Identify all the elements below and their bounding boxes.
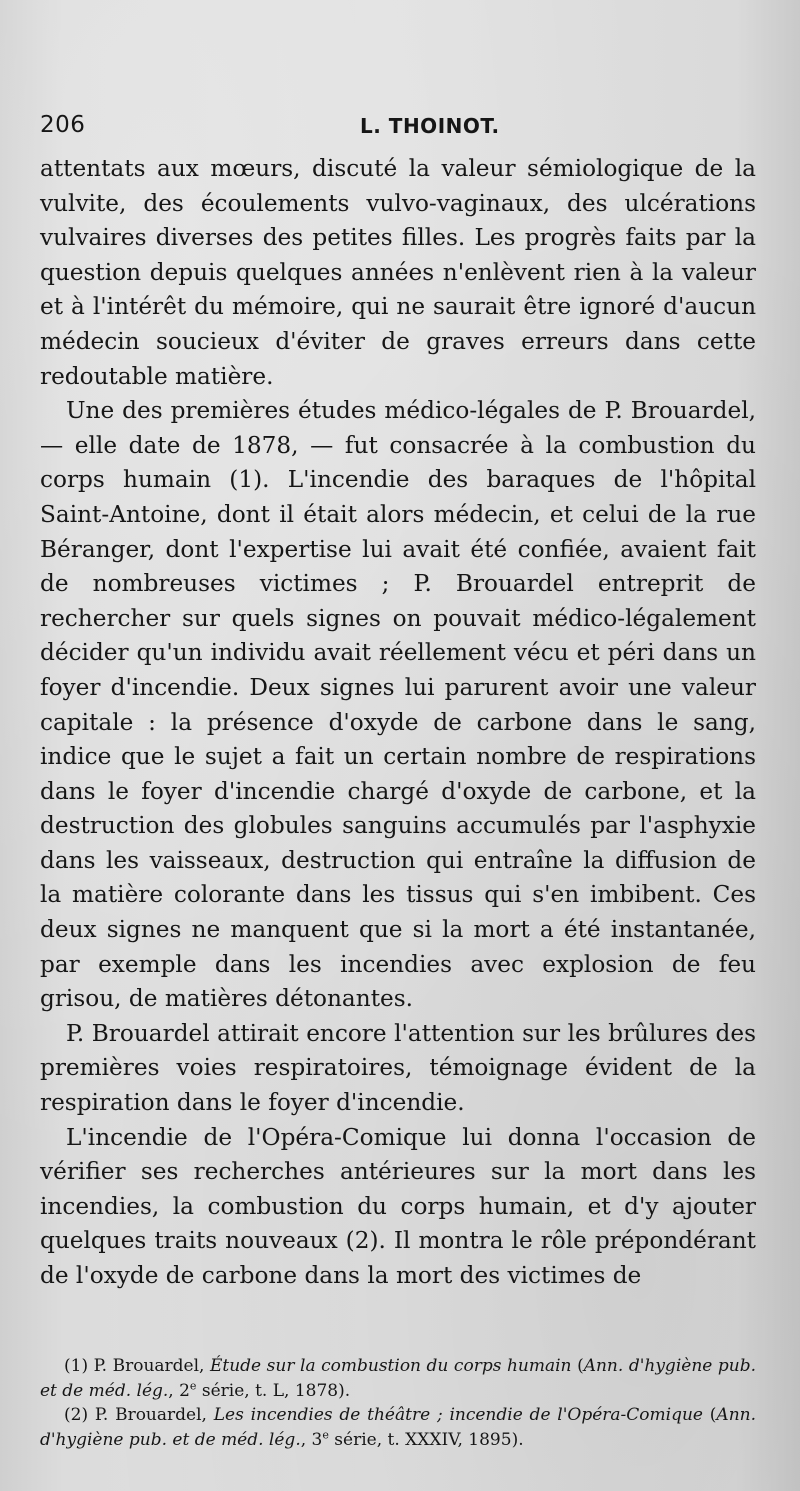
footnote-paren: ( — [709, 1405, 717, 1425]
footnote-rest: série, t. L, 1878). — [196, 1380, 351, 1401]
paragraph: attentats aux mœurs, discuté la valeur sémiologique de la vulvite, des écoulements vulvo-vaginaux, des ulcérations vulvaires diverses des petites filles. Les progrès faits par la question depuis quelques années n'enlèvent rien à la valeur et à l'intérêt du mémoire, qui ne saurait être ignoré d'aucun médecin soucieux d'éviter de graves erreurs dans cette redoutable matière. — [40, 155, 756, 390]
footnote-paren: ( — [577, 1356, 584, 1376]
paragraph: Une des premières études médico-légales de P. Brouardel, — elle date de 1878, — fut consacrée à la combustion du corps humain (1). L'incendie des baraques de l'hôpital Saint-Antoine, dont il était alors médecin, et celui de la rue Béranger, dont l'expertise lui avait été confiée, avaient fait de nombreuses victimes ; P. Brouardel entreprit de rechercher sur quels signes on pouvait médico-légalement décider qu'un individu avait réellement vécu et péri dans un foyer d'incendie. Deux signes lui parurent avoir une valeur capitale : la présence d'oxyde de carbone dans le sang, indice que le sujet a fait un certain nombre de respirations dans le foyer d'incendie chargé d'oxyde de carbone, et la destruction des globules sanguins accumulés par l'asphyxie dans les vaisseaux, destruction qui entraîne la diffusion de la matière colorante dans les tissus qui s'en imbibent. Ces deux signes ne manquent que si la mort a été instantanée, par exemple dans les incendies avec explosion de feu grisou, de matières détonantes. — [40, 397, 756, 1013]
footnote-series: , 3 — [300, 1429, 323, 1450]
page-number: 206 — [40, 112, 86, 138]
footnote-series: , 2 — [168, 1380, 190, 1401]
paragraph: P. Brouardel attirait encore l'attention sur les brûlures des premières voies respiratoires, témoignage évident de la respiration dans le foyer d'incendie. — [40, 1019, 756, 1117]
paragraph: L'incendie de l'Opéra-Comique lui donna l'occasion de vérifier ses recherches antérieures sur la mort dans les incendies, la combustion du corps humain, et d'y ajouter quelques traits nouveaux (2). Il montra le rôle prépondérant de l'oxyde de carbone dans la mort des victimes de — [40, 1123, 756, 1289]
footnote-journal: Ann. d'hygiène pub. et de méd. lég. — [40, 1356, 756, 1401]
footnote-number: (1) — [64, 1356, 89, 1376]
running-title: L. THOINOT. — [360, 114, 500, 138]
footnotes — [40, 1354, 756, 1452]
footnote-author: P. Brouardel, — [93, 1356, 205, 1376]
page-header — [40, 112, 760, 146]
footnote-number: (2) — [64, 1405, 89, 1425]
footnote-author: P. Brouardel, — [94, 1405, 207, 1425]
footnote-rest: série, t. XXXIV, 1895). — [328, 1429, 524, 1450]
footnote — [40, 1403, 756, 1452]
footnote — [40, 1354, 756, 1403]
body-text — [40, 152, 756, 1294]
footnote-title: Étude sur la combustion du corps humain — [209, 1356, 572, 1376]
footnote-series-sup: e — [189, 1378, 197, 1392]
footnote-journal: Ann. d'hygiène pub. et de méd. lég. — [40, 1405, 756, 1450]
footnote-title: Les incendies de théâtre ; incendie de l'Opéra-Comique — [213, 1405, 703, 1425]
footnote-series-sup: e — [322, 1427, 329, 1441]
